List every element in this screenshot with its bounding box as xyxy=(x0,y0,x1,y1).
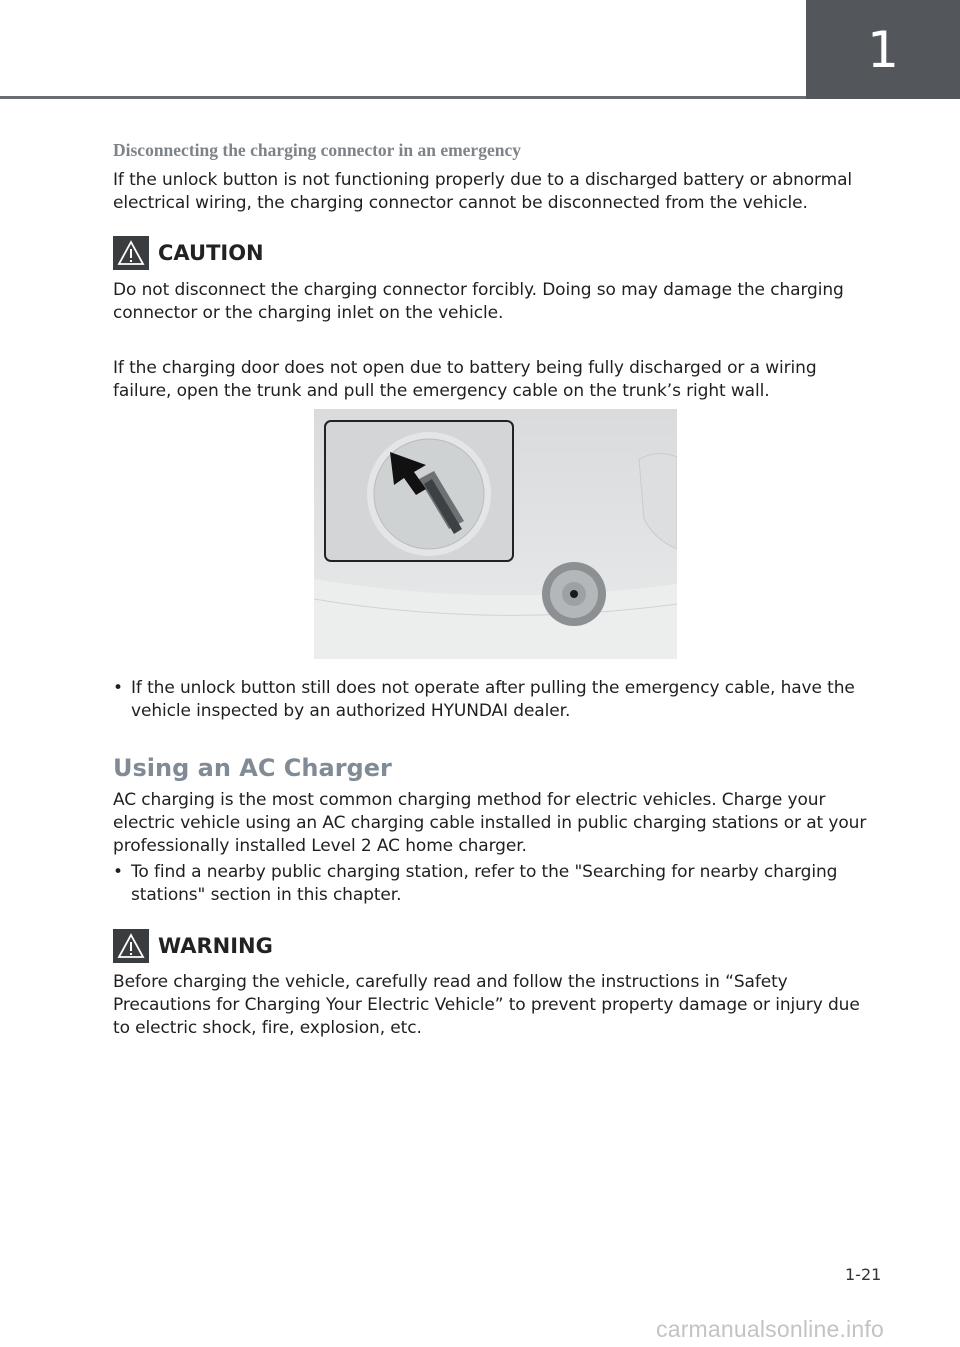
door-text: If the charging door does not open due to battery being fully discharged or a wiring failure, open the trunk and pull the emergency cable on the trunk’s right wall. xyxy=(113,358,817,401)
page-number: 1-21 xyxy=(845,1265,882,1284)
emergency-subheading: Disconnecting the charging connector in an emergency xyxy=(113,140,521,160)
warning-text: Before charging the vehicle, carefully read and follow the instructions in “Safety Precautions for Charging Your Electric Vehicle” to prevent property damage or injury due to electric shock, fire, explosion, etc. xyxy=(113,972,860,1038)
ac-bullet-text: To find a nearby public charging station, refer to the "Searching for nearby charging stations" section in this chapter. xyxy=(131,862,838,905)
emergency-bullet-item: • If the unlock button still does not operate after pulling the emergency cable, have the vehicle inspected by an authorized HYUNDAI dealer. xyxy=(113,677,879,723)
ac-section-heading: Using an AC Charger xyxy=(113,754,392,782)
chapter-tab xyxy=(806,0,960,99)
header-rule xyxy=(0,96,806,99)
emergency-intro: If the unlock button is not functioning properly due to a discharged battery or abnormal electrical wiring, the charging connector cannot be disconnected from the vehicle. xyxy=(113,170,853,213)
caution-header xyxy=(113,236,879,270)
watermark: carmanualsonline.info xyxy=(656,1316,884,1342)
warning-title: WARNING xyxy=(158,934,273,958)
emergency-bullet-text: If the unlock button still does not operate after pulling the emergency cable, have the vehicle inspected by an authorized HYUNDAI dealer. xyxy=(131,678,855,721)
warning-header xyxy=(113,929,879,963)
warning-triangle-icon xyxy=(113,236,149,270)
chapter-number: 1 xyxy=(867,20,899,79)
ac-intro: AC charging is the most common charging method for electric vehicles. Charge your electric vehicle using an AC charging cable installed in public charging stations or at your professionally installed Level 2 AC home charger. xyxy=(113,790,867,856)
trunk-emergency-cable-figure xyxy=(314,409,677,659)
caution-title: CAUTION xyxy=(158,241,264,265)
ac-bullet-item: • To find a nearby public charging station, refer to the "Searching for nearby charging stations" section in this chapter. xyxy=(113,861,879,907)
warning-triangle-icon xyxy=(113,929,149,963)
caution-text: Do not disconnect the charging connector forcibly. Doing so may damage the charging connector or the charging inlet on the vehicle. xyxy=(113,280,844,323)
